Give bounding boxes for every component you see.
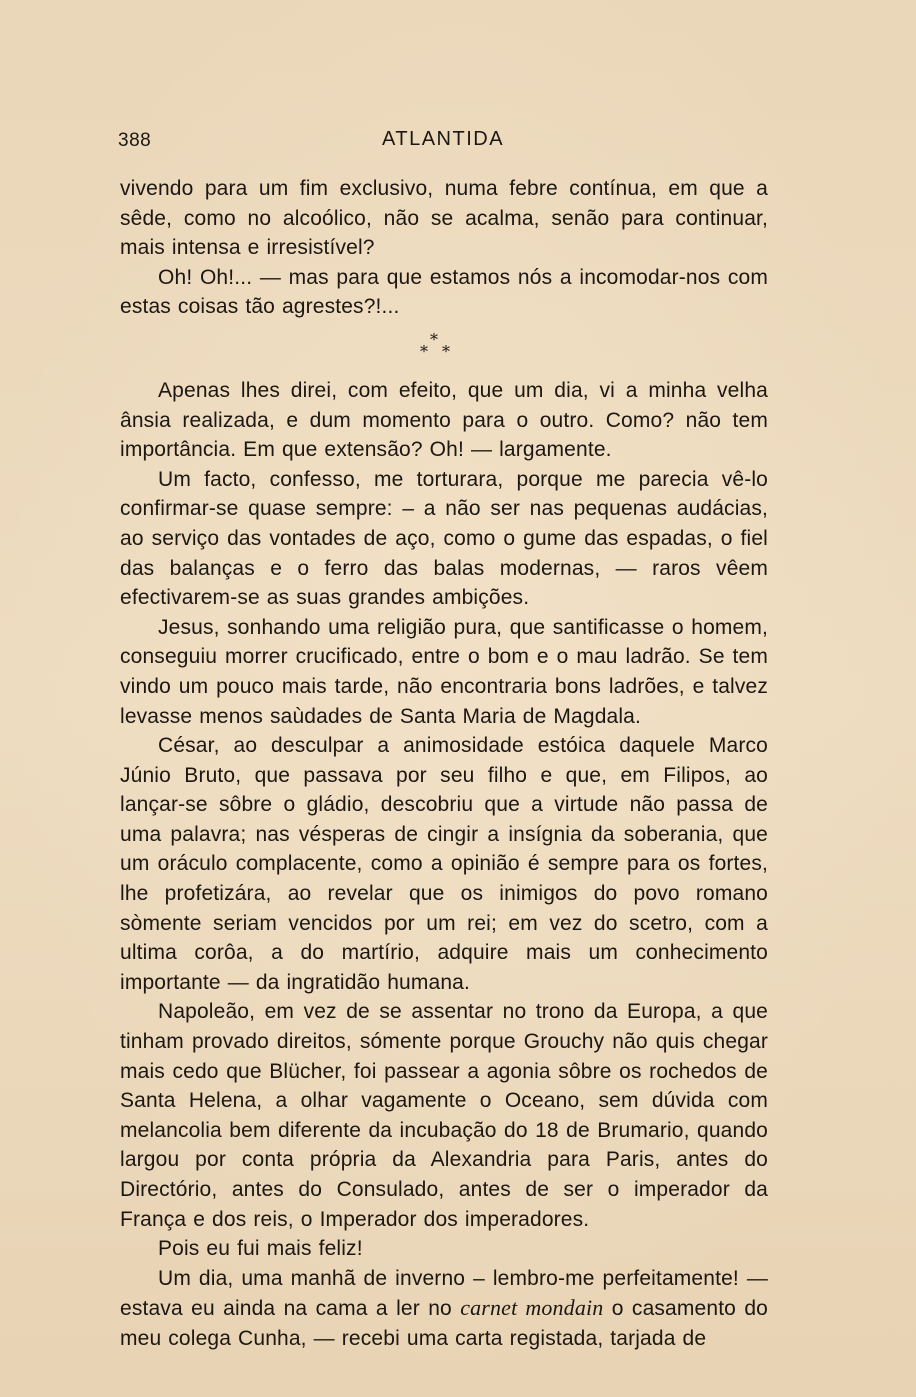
- running-title: ATLANTIDA: [382, 128, 505, 150]
- paragraph-9-italic-phrase: carnet mondain: [460, 1295, 604, 1321]
- section-break-asterism: [120, 322, 768, 376]
- paragraph-6: César, ao desculpar a animosidade estóica daquele Marco Júnio Bruto, que passava por seu filho e que, em Filipos, ao lançar-se sôbre o gládio, descobriu que a virtude não passa de uma palavra; nas vésperas de cingir a insígnia da soberania, que um oráculo complacente, como a opinião é sempre para os fortes, lhe profetizára, ao revelar que os inimigos do povo romano sòmente seriam vencidos por um rei; em vez do scetro, com a ultima corôa, a do martírio, adquire mais um conhecimento importante — da ingratidão humana.: [120, 734, 768, 994]
- paragraph-2: Oh! Oh!... — mas para que estamos nós a incomodar-nos com estas coisas tão agrestes?!...: [120, 265, 768, 319]
- running-head: [118, 126, 768, 156]
- paragraph-1: vivendo para um fim exclusivo, numa febre contínua, em que a sêde, como no alcoólico, não se acalma, senão para continuar, mais intensa e irresistível?: [120, 177, 768, 260]
- asterism-star-top: *: [430, 329, 438, 349]
- paragraph-8: Pois eu fui mais feliz!: [158, 1237, 363, 1261]
- paragraph-9-text-start: Um dia, uma manhã de inverno – lembro-me perfeitamente! — estava eu ainda na cama a ler no: [120, 1266, 768, 1321]
- paragraph-5: Jesus, sonhando uma religião pura, que santificasse o homem, conseguiu morrer crucificado, entre o bom e o mau ladrão. Se tem vindo um pouco mais tarde, não encontraria bons ladrões, e talvez levasse menos saùdades de Santa Maria de Magdala.: [120, 615, 768, 728]
- paragraph-9: [120, 1264, 768, 1354]
- asterism-star-left: *: [420, 341, 428, 361]
- asterism-star-right: *: [442, 341, 450, 361]
- paragraph-7: Napoleão, em vez de se assentar no trono da Europa, a que tinham provado direitos, sómente porque Grouchy não quis chegar mais cedo que Blücher, foi passear a agonia sôbre os rochedos de Santa Helena, a olhar vagamente o Oceano, sem dúvida com melancolia bem diferente da incubação do 18 de Brumario, quando largou por conta própria da Alexandria para Paris, antes do Directório, antes do Consulado, antes de ser o imperador da França e dos reis, o Imperador dos imperadores.: [120, 1000, 768, 1231]
- paragraph-9-text-end: o casamento do meu colega Cunha, — recebi uma carta registada, tarjada de: [120, 1297, 769, 1350]
- page-number: 388: [118, 130, 152, 151]
- paragraph-4: Um facto, confesso, me torturara, porque me parecia vê-lo confirmar-se quase sempre: – a não ser nas pequenas audácias, ao serviço das vontades de aço, como o gume das espadas, o fiel das balanças e o ferro das balas modernas, — raros vêem efectivarem-se as suas grandes ambições.: [120, 467, 768, 610]
- body-text: [120, 174, 768, 1354]
- paragraph-3: Apenas lhes direi, com efeito, que um dia, vi a minha velha ânsia realizada, e dum momento para o outro. Como? não tem importância. Em que extensão? Oh! — largamente.: [120, 378, 768, 462]
